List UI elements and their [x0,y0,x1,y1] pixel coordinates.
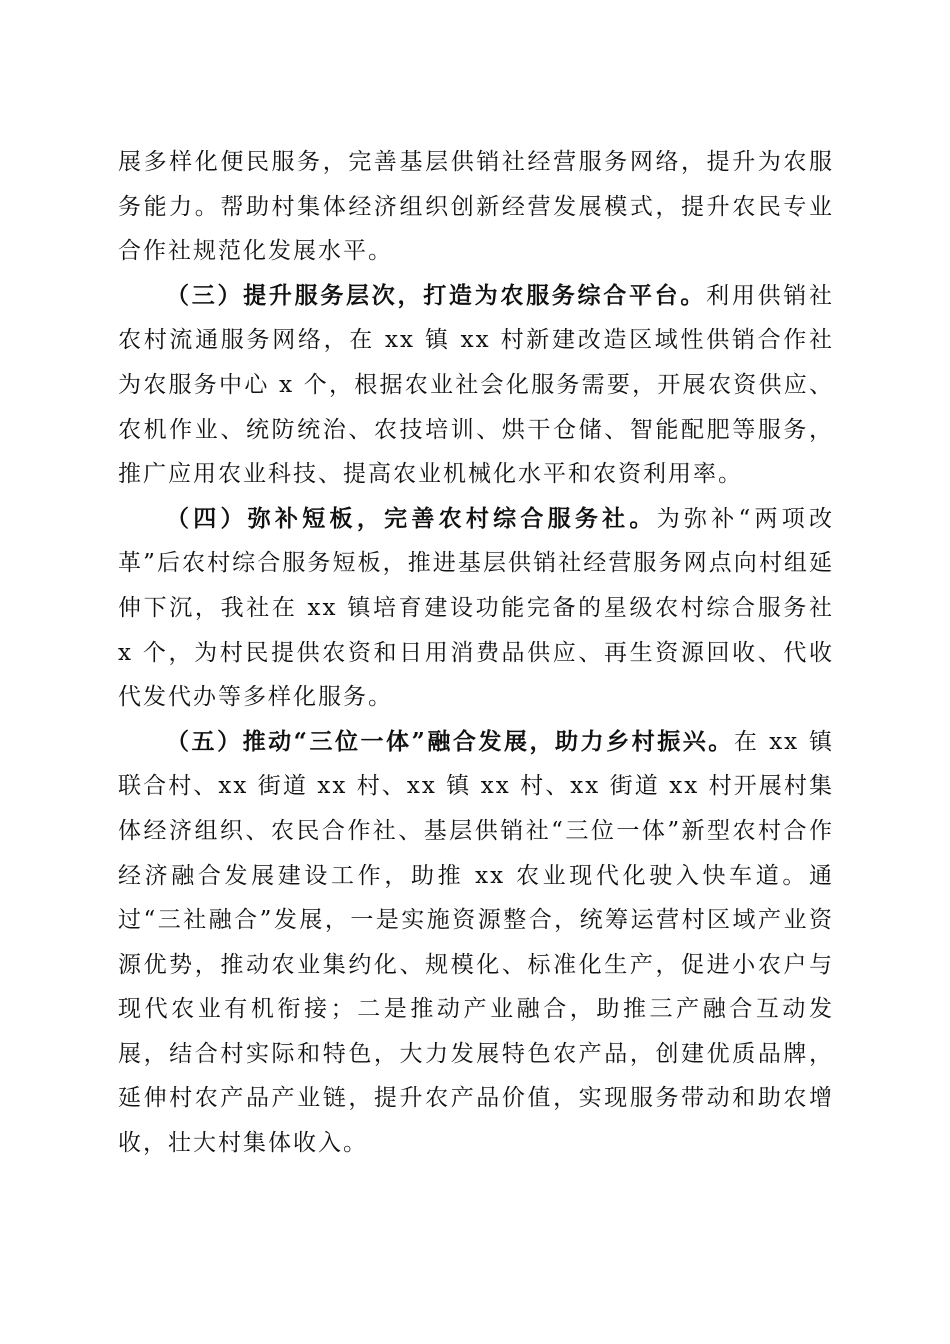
paragraph-section-5 [118,720,834,1166]
document-body [118,140,834,1166]
paragraph-section-4 [118,497,834,720]
section-heading: （四）弥补短板，完善农村综合服务社。 [166,504,657,532]
paragraph-section-3 [118,274,834,497]
paragraph-body: 利用供销社农村流通服务网络，在 xx 镇 xx 村新建改造区域性供销合作社为农服务中心 x 个，根据农业社会化服务需要，开展农资供应、农机作业、统防统治、农技培训、烘干仓储、智能配肥等服务，推广应用农业科技、提高农业机械化水平和农资利用率。 [118,282,835,488]
section-heading: （五）推动“三位一体”融合发展，助力乡村振兴。 [166,727,734,755]
paragraph-continued [118,140,834,274]
paragraph-body: 展多样化便民服务，完善基层供销社经营服务网络，提升为农服务能力。帮助村集体经济组织创新经营发展模式，提升农民专业合作社规范化发展水平。 [118,149,834,265]
section-heading: （三）提升服务层次，打造为农服务综合平台。 [166,281,707,309]
paragraph-body: 在 xx 镇联合村、xx 街道 xx 村、xx 镇 xx 村、xx 街道 xx 村开展村集体经济组织、农民合作社、基层供销社“三位一体”新型农村合作经济融合发展建设工作，助推 xx 农业现代化驶入快车道。通过“三社融合”发展，一是实施资源整合，统筹运营村区域产业资源优势，推动农业集约化、规模化、标准化生产，促进小农户与现代农业有机衔接；二是推动产业融合，助推三产融合互动发展，结合村实际和特色，大力发展特色农产品，创建优质品牌，延伸村农产品产业链，提升农产品价值，实现服务带动和助农增收，壮大村集体收入。 [118,728,834,1157]
paragraph-body: 为弥补“两项改革”后农村综合服务短板，推进基层供销社经营服务网点向村组延伸下沉，我社在 xx 镇培育建设功能完备的星级农村综合服务社 x 个，为村民提供农资和日用消费品供应、再生资源回收、代收代发代办等多样化服务。 [118,505,835,711]
